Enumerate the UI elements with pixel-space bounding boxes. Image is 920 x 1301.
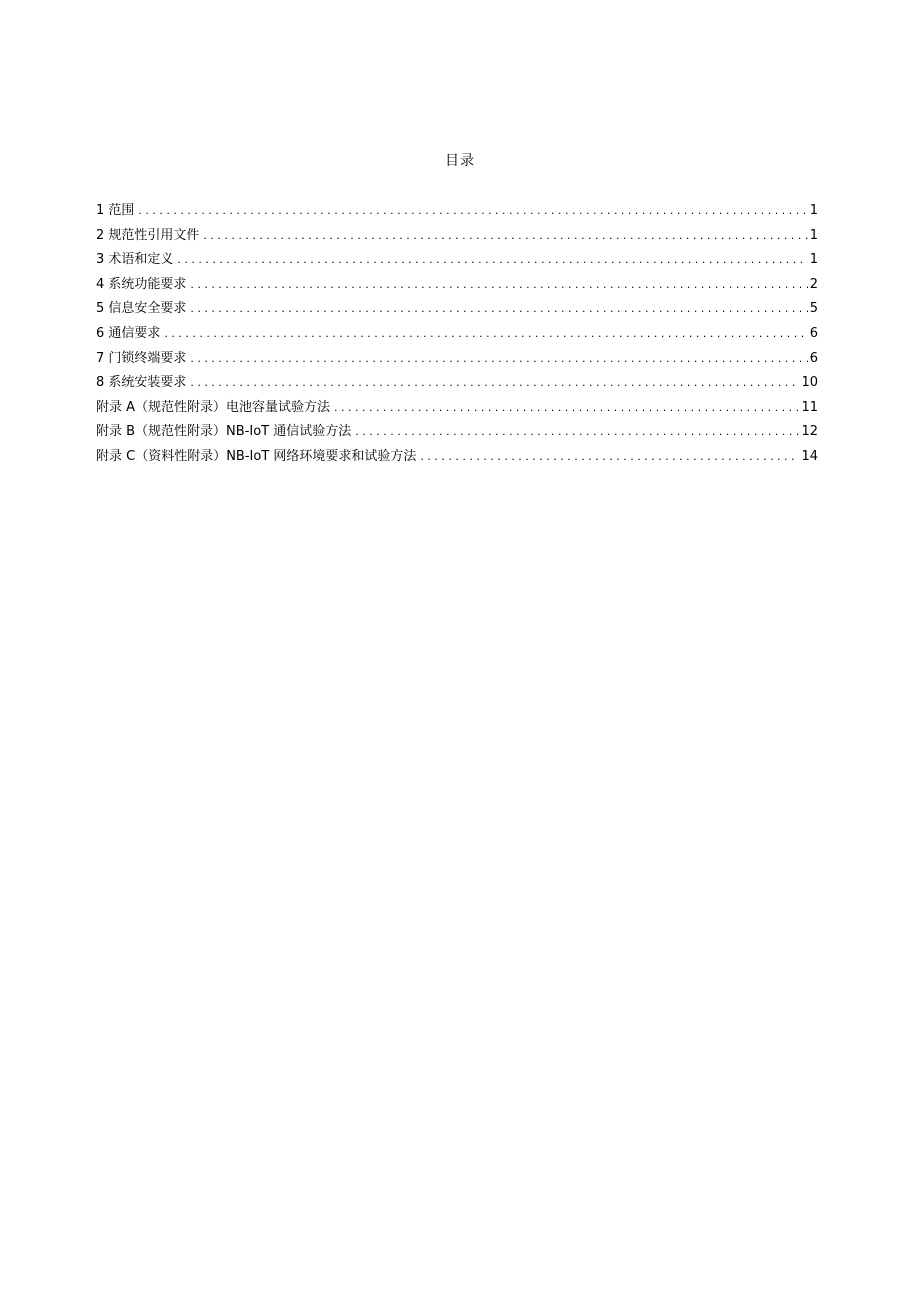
toc-page-number: 6: [809, 325, 818, 341]
toc-entry-label: 2 规范性引用文件: [96, 226, 203, 246]
toc-entry-lock-terminal[interactable]: [96, 349, 818, 374]
toc-dot-leader: [164, 324, 807, 344]
toc-entry-label: 附录 B（规范性附录）NB-IoT 通信试验方法: [96, 422, 355, 442]
toc-page-number: 10: [801, 375, 818, 391]
toc-entry-label: 7 门锁终端要求: [96, 349, 190, 369]
toc-entry-label: 5 信息安全要求: [96, 299, 190, 319]
toc-entry-label: 附录 C（资料性附录）NB-IoT 网络环境要求和试验方法: [96, 447, 420, 467]
toc-dot-leader: [334, 398, 799, 418]
toc-entry-label: 6 通信要求: [96, 324, 164, 344]
toc-dot-leader: [190, 275, 807, 295]
toc-entry-appendix-b[interactable]: [96, 422, 818, 447]
toc-entry-system-installation[interactable]: [96, 373, 818, 398]
toc-dot-leader: [420, 447, 799, 467]
toc-page-number: 11: [801, 399, 818, 415]
toc-dot-leader: [177, 250, 807, 270]
toc-page-number: 1: [809, 203, 818, 218]
toc-page-number: 5: [809, 301, 818, 317]
toc-entry-label: 1 范围: [96, 201, 138, 221]
toc-entry-appendix-a[interactable]: [96, 398, 818, 423]
toc-entry-scope[interactable]: [96, 201, 818, 226]
toc-dot-leader: [355, 422, 799, 442]
toc-entry-system-function[interactable]: [96, 275, 818, 300]
toc-dot-leader: [203, 226, 807, 246]
toc-entry-information-security[interactable]: [96, 299, 818, 324]
table-of-contents: [96, 201, 818, 472]
toc-page-number: 2: [809, 276, 818, 292]
toc-dot-leader: [138, 201, 807, 221]
toc-page-number: 1: [809, 227, 818, 243]
toc-page-number: 14: [801, 448, 818, 464]
toc-entry-label: 4 系统功能要求: [96, 275, 190, 295]
toc-dot-leader: [190, 299, 807, 319]
toc-entry-label: 3 术语和定义: [96, 250, 177, 270]
toc-entry-label: 8 系统安装要求: [96, 373, 190, 393]
toc-page-number: 12: [801, 424, 818, 440]
page-title: 目录: [445, 153, 475, 169]
toc-page-number: 6: [809, 350, 818, 366]
toc-entry-appendix-c[interactable]: [96, 447, 818, 472]
toc-entry-normative-references[interactable]: [96, 226, 818, 251]
toc-dot-leader: [190, 373, 799, 393]
toc-entry-terms-definitions[interactable]: [96, 250, 818, 275]
toc-entry-communication[interactable]: [96, 324, 818, 349]
toc-dot-leader: [190, 349, 807, 369]
toc-page-number: 1: [809, 252, 818, 268]
toc-entry-label: 附录 A（规范性附录）电池容量试验方法: [96, 398, 334, 418]
